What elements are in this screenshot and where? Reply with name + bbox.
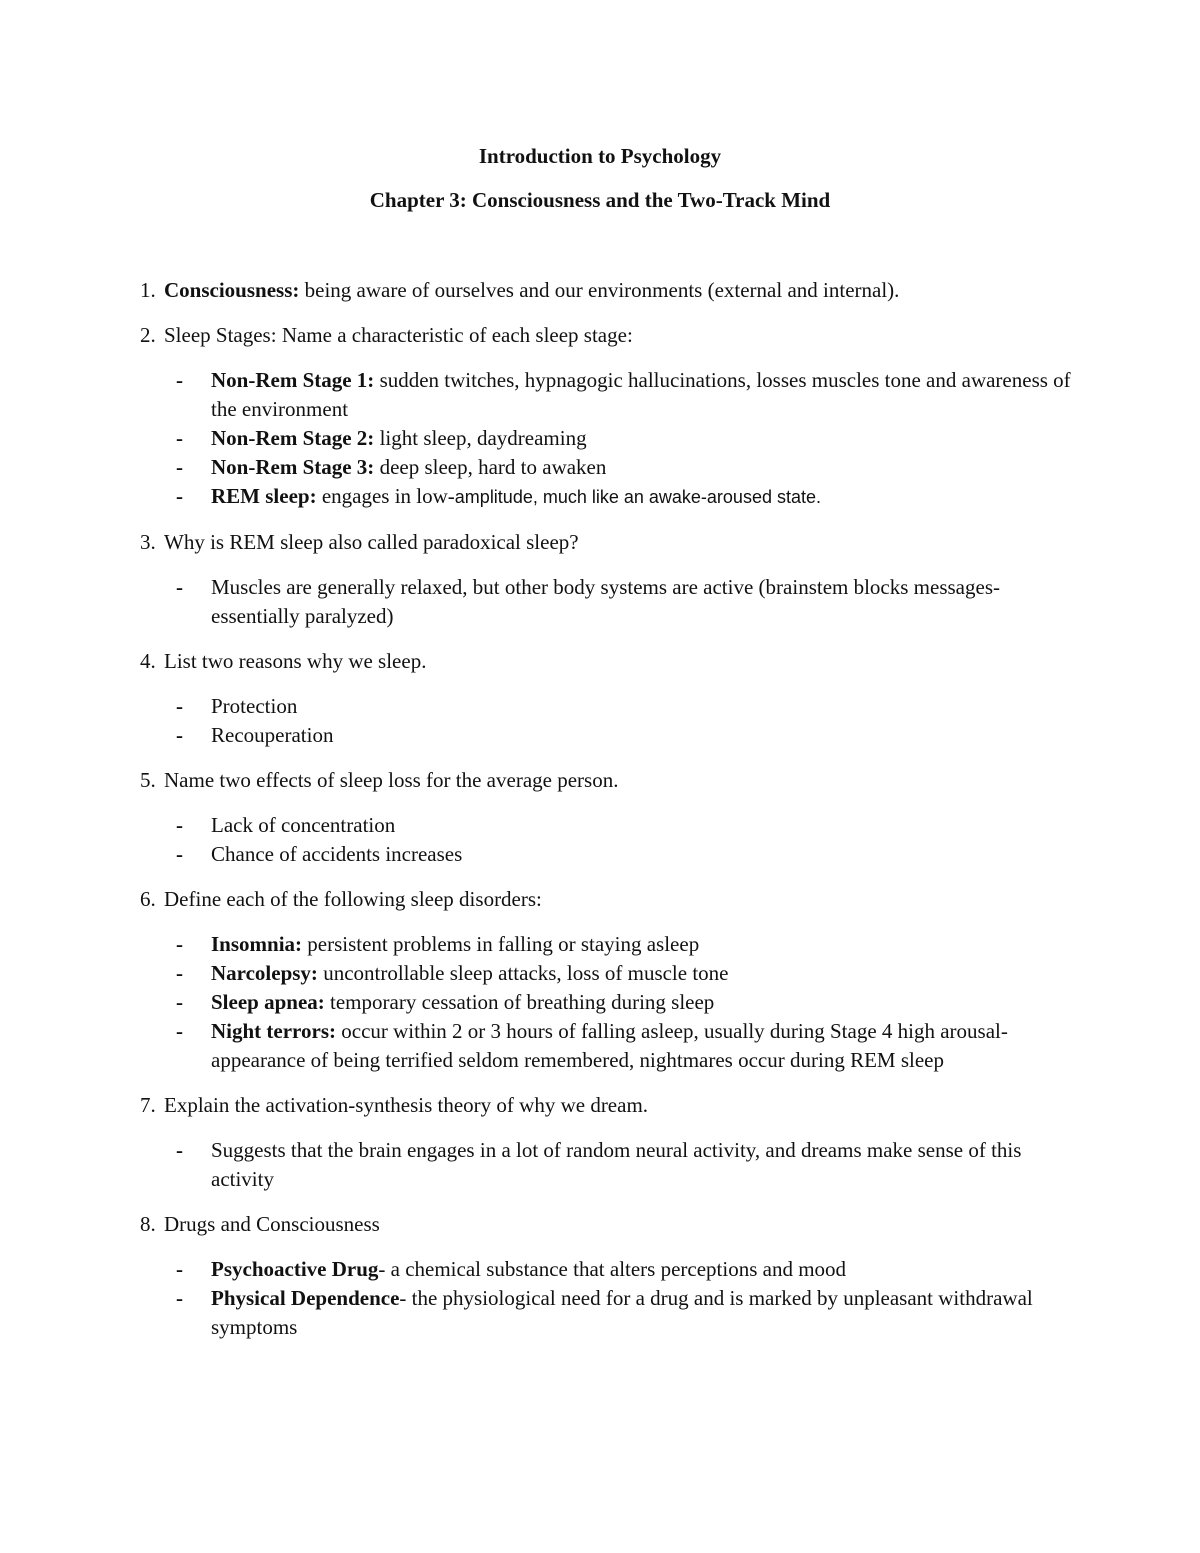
answer-text xyxy=(211,959,1080,988)
question-number: 5. xyxy=(140,768,156,792)
question-text: Explain the activation-synthesis theory of why we dream. xyxy=(164,1093,649,1117)
term-label: Non-Rem Stage 2: xyxy=(211,426,375,450)
definition-text: light sleep, daydreaming xyxy=(374,426,587,450)
answer-list-4 xyxy=(140,692,1080,750)
answer-text xyxy=(211,1017,1080,1075)
bullet-dash: - xyxy=(176,1138,183,1162)
term-label: REM sleep: xyxy=(211,484,317,508)
definition-text: uncontrollable sleep attacks, loss of muscle tone xyxy=(317,961,729,985)
answer-text: Chance of accidents increases xyxy=(211,842,463,866)
term-label: Non-Rem Stage 3: xyxy=(211,455,375,479)
term-label: Consciousness: xyxy=(164,278,300,302)
question-7 xyxy=(140,1091,1080,1120)
answer-list-2 xyxy=(140,366,1080,512)
answer-text xyxy=(211,1284,1080,1342)
document-header xyxy=(0,140,1200,228)
answer-text xyxy=(211,366,1080,424)
list-item xyxy=(140,930,1080,959)
definition-text-sans: amplitude, much like an awake-aroused state. xyxy=(454,487,821,507)
question-3 xyxy=(140,528,1080,557)
answer-list-5 xyxy=(140,811,1080,869)
term-label: Sleep apnea: xyxy=(211,990,325,1014)
answer-text xyxy=(211,930,1080,959)
question-text: List two reasons why we sleep. xyxy=(164,649,427,673)
bullet-dash: - xyxy=(176,484,183,508)
bullet-dash: - xyxy=(176,1286,183,1310)
term-label: Non-Rem Stage 1: xyxy=(211,368,375,392)
list-item xyxy=(140,424,1080,453)
list-item xyxy=(140,1017,1080,1075)
answer-list-8 xyxy=(140,1255,1080,1342)
bullet-dash: - xyxy=(176,990,183,1014)
definition-text: being aware of ourselves and our environments (external and internal). xyxy=(299,278,900,302)
bullet-dash: - xyxy=(176,842,183,866)
answer-text: Suggests that the brain engages in a lot of random neural activity, and dreams make sense of this activity xyxy=(211,1138,1022,1191)
chapter-title: Chapter 3: Consciousness and the Two-Track Mind xyxy=(369,188,831,212)
definition-text: occur within 2 or 3 hours of falling asleep, usually during Stage 4 high arousal-appearance of being terrified seldom remembered, nightmares occur during REM sleep xyxy=(211,1019,1008,1072)
list-item xyxy=(140,366,1080,424)
bullet-dash: - xyxy=(176,961,183,985)
document-body xyxy=(140,276,1080,1358)
question-number: 8. xyxy=(140,1212,156,1236)
term-label: Psychoactive Drug xyxy=(211,1257,379,1281)
question-1 xyxy=(140,276,1080,305)
term-label: Night terrors: xyxy=(211,1019,336,1043)
list-item xyxy=(140,453,1080,482)
question-5 xyxy=(140,766,1080,795)
definition-text: deep sleep, hard to awaken xyxy=(374,455,607,479)
bullet-dash: - xyxy=(176,575,183,599)
question-number: 2. xyxy=(140,323,156,347)
answer-list-7 xyxy=(140,1136,1080,1194)
question-text xyxy=(164,276,1080,305)
bullet-dash: - xyxy=(176,426,183,450)
list-item xyxy=(140,573,1080,631)
question-4 xyxy=(140,647,1080,676)
course-title: Introduction to Psychology xyxy=(478,144,722,168)
answer-list-6 xyxy=(140,930,1080,1075)
list-item xyxy=(140,692,1080,721)
bullet-dash: - xyxy=(176,723,183,747)
list-item xyxy=(140,1255,1080,1284)
list-item xyxy=(140,1284,1080,1342)
list-item xyxy=(140,811,1080,840)
bullet-dash: - xyxy=(176,368,183,392)
definition-text: - the physiological need for a drug and is marked by unpleasant withdrawal symptoms xyxy=(211,1286,1033,1339)
bullet-dash: - xyxy=(176,813,183,837)
bullet-dash: - xyxy=(176,455,183,479)
answer-text: Lack of concentration xyxy=(211,813,396,837)
question-text: Name two effects of sleep loss for the average person. xyxy=(164,768,619,792)
bullet-dash: - xyxy=(176,1257,183,1281)
list-item xyxy=(140,721,1080,750)
question-8 xyxy=(140,1210,1080,1239)
list-item xyxy=(140,482,1080,512)
list-item xyxy=(140,988,1080,1017)
question-number: 7. xyxy=(140,1093,156,1117)
list-item xyxy=(140,1136,1080,1194)
bullet-dash: - xyxy=(176,932,183,956)
definition-text: - a chemical substance that alters perceptions and mood xyxy=(378,1257,847,1281)
answer-text xyxy=(211,453,1080,482)
definition-text: temporary cessation of breathing during sleep xyxy=(324,990,715,1014)
list-item xyxy=(140,840,1080,869)
question-number: 6. xyxy=(140,887,156,911)
term-label: Narcolepsy: xyxy=(211,961,318,985)
question-text: Sleep Stages: Name a characteristic of each sleep stage: xyxy=(164,323,633,347)
bullet-dash: - xyxy=(176,694,183,718)
answer-text xyxy=(211,424,1080,453)
question-6 xyxy=(140,885,1080,914)
answer-text: Protection xyxy=(211,694,298,718)
term-label: Insomnia: xyxy=(211,932,303,956)
question-text: Why is REM sleep also called paradoxical sleep? xyxy=(164,530,579,554)
answer-text xyxy=(211,482,1080,512)
definition-text: sudden twitches, hypnagogic hallucinations, losses muscles tone and awareness of the environment xyxy=(211,368,1071,421)
definition-text: persistent problems in falling or staying asleep xyxy=(302,932,700,956)
answer-text: Recouperation xyxy=(211,723,334,747)
answer-text xyxy=(211,988,1080,1017)
term-label: Physical Dependence xyxy=(211,1286,400,1310)
list-item xyxy=(140,959,1080,988)
answer-list-3 xyxy=(140,573,1080,631)
question-number: 3. xyxy=(140,530,156,554)
bullet-dash: - xyxy=(176,1019,183,1043)
answer-text: Muscles are generally relaxed, but other body systems are active (brainstem blocks messages-essentially paralyzed) xyxy=(211,575,1000,628)
question-number: 1. xyxy=(140,278,156,302)
question-number: 4. xyxy=(140,649,156,673)
question-text: Define each of the following sleep disorders: xyxy=(164,887,542,911)
answer-text xyxy=(211,1255,1080,1284)
question-text: Drugs and Consciousness xyxy=(164,1212,380,1236)
definition-text: engages in low- xyxy=(316,484,455,508)
question-2 xyxy=(140,321,1080,350)
